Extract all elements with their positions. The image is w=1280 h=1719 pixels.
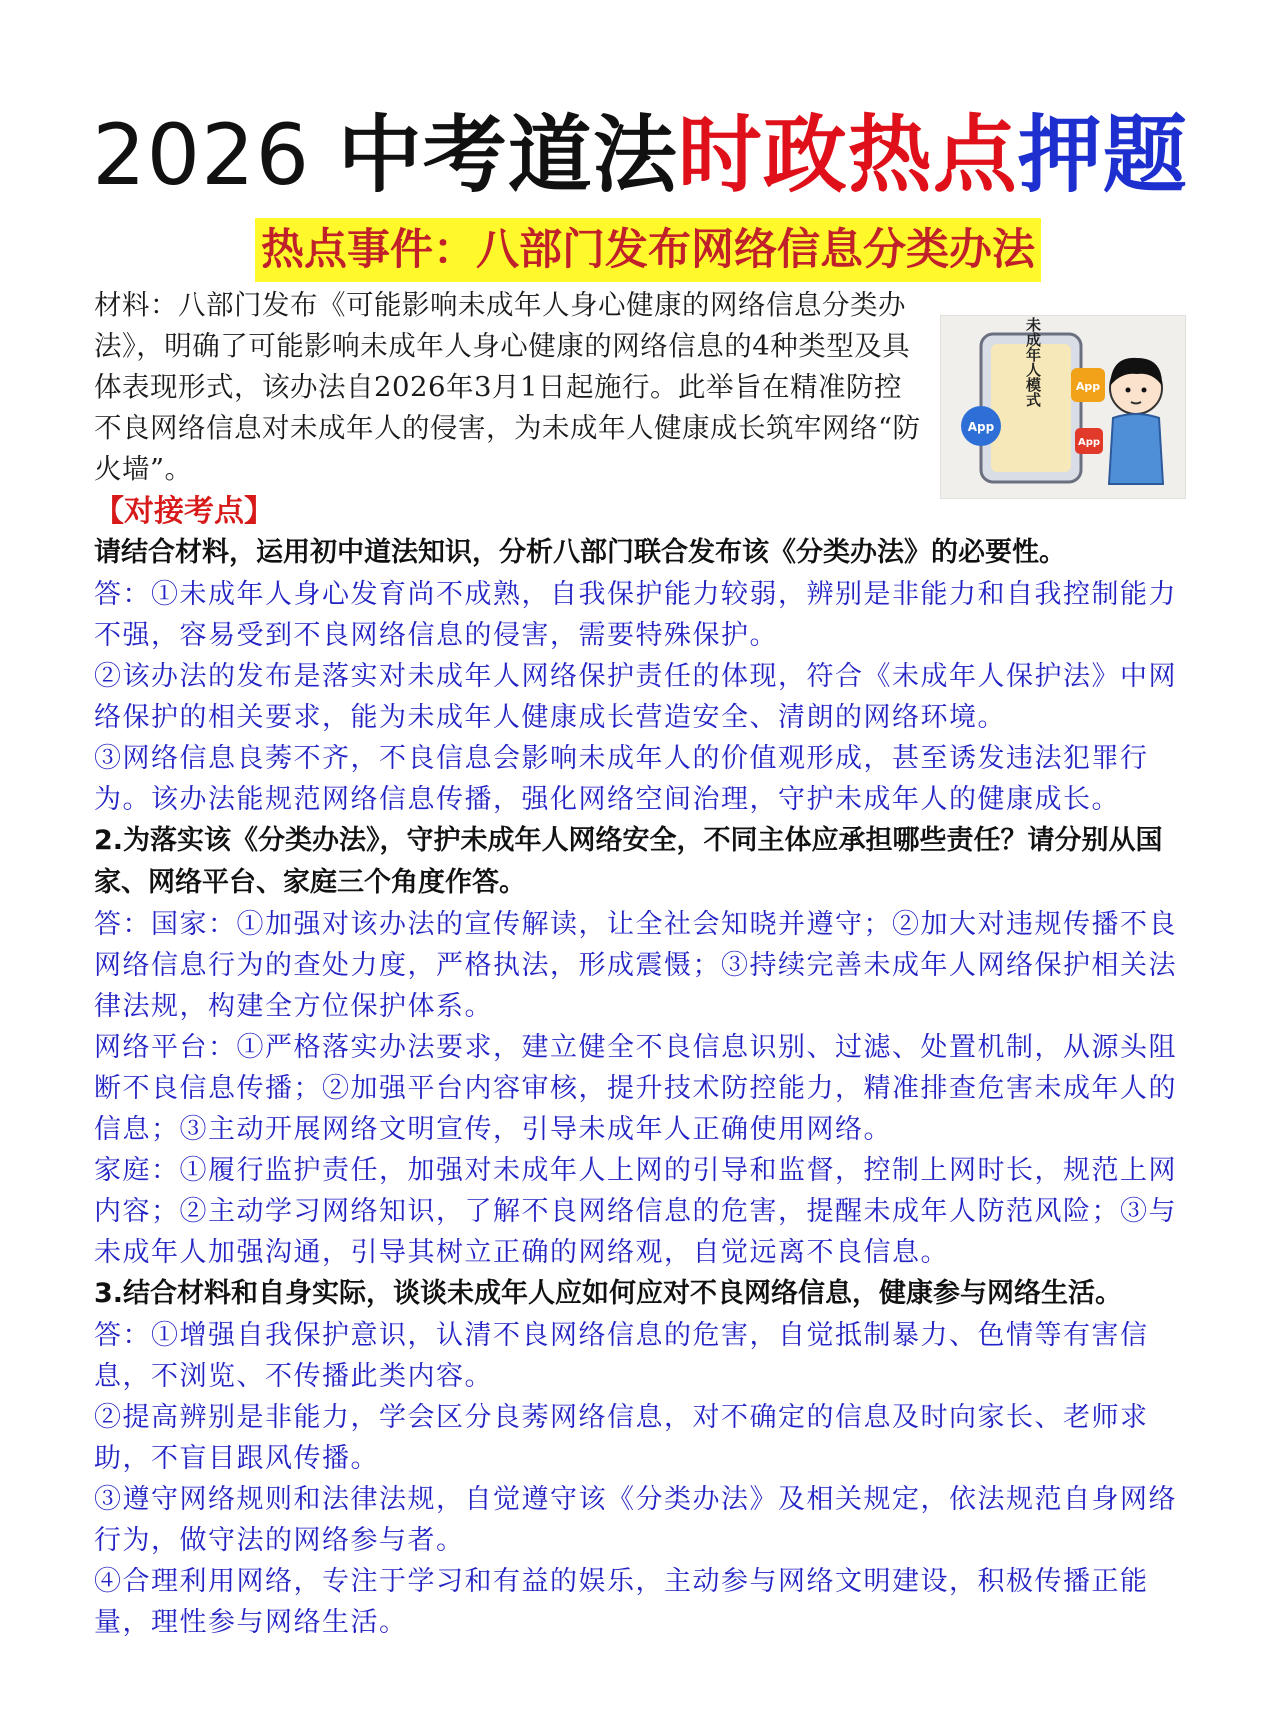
questions-answers	[94, 532, 1204, 1643]
title-hotspot: 时政热点	[677, 106, 1018, 204]
answer-2-state: 答：国家：①加强对该办法的宣传解读，让全社会知晓并遵守；②加大对违规传播不良网络信息行为的查处力度，严格执法，形成震慑；③持续完善未成年人网络保护相关法律法规，构建全方位保护体系。	[94, 909, 1177, 1022]
child-eye-left	[1126, 388, 1131, 393]
child-eye-right	[1142, 388, 1147, 393]
answer-3-1: 答：①增强自我保护意识，认清不良网络信息的危害，自觉抵制暴力、色情等有害信息，不浏览、不传播此类内容。	[94, 1320, 1149, 1392]
child-body	[1109, 414, 1163, 484]
app-label-left: App	[967, 420, 995, 434]
app-label-top-right: App	[1075, 380, 1101, 393]
answer-1-1: 答：①未成年人身心发育尚不成熟，自我保护能力较弱，辨别是非能力和自我控制能力不强，容易受到不良网络信息的侵害，需要特殊保护。	[94, 579, 1177, 651]
title-prediction: 押题	[1017, 106, 1188, 204]
answer-1-2: ②该办法的发布是落实对未成年人网络保护责任的体现，符合《未成年人保护法》中网络保护的相关要求，能为未成年人健康成长营造安全、清朗的网络环境。	[94, 661, 1177, 733]
exam-points-label: 【对接考点】	[94, 494, 274, 529]
material-paragraph: 材料：八部门发布《可能影响未成年人身心健康的网络信息分类办法》，明确了可能影响未成年人身心健康的网络信息的4种类型及具体表现形式，该办法自2026年3月1日起施行。此举旨在精准防控不良网络信息对未成年人的侵害，为未成年人健康成长筑牢网络“防火墙”。	[94, 289, 921, 485]
minor-mode-illustration-svg	[941, 316, 1185, 498]
question-1: 请结合材料，运用初中道法知识，分析八部门联合发布该《分类办法》的必要性。	[94, 537, 1066, 568]
tablet-mode-text: 未成年人模式	[1024, 317, 1042, 407]
answer-3-4: ④合理利用网络，专注于学习和有益的娱乐，主动参与网络文明建设，积极传播正能量，理性参与网络生活。	[94, 1566, 1149, 1638]
question-2: 2.为落实该《分类办法》，守护未成年人网络安全，不同主体应承担哪些责任？请分别从国家、网络平台、家庭三个角度作答。	[94, 825, 1163, 898]
answer-2-family: 家庭：①履行监护责任，加强对未成年人上网的引导和监督，控制上网时长，规范上网内容；②主动学习网络知识，了解不良网络信息的危害，提醒未成年人防范风险；③与未成年人加强沟通，引导其树立正确的网络观，自觉远离不良信息。	[94, 1155, 1177, 1268]
title-year: 2026	[92, 106, 338, 204]
question-3: 3.结合材料和自身实际，谈谈未成年人应如何应对不良网络信息，健康参与网络生活。	[94, 1278, 1123, 1309]
page-title	[0, 100, 1280, 210]
answer-3-3: ③遵守网络规则和法律法规，自觉遵守该《分类办法》及相关规定，依法规范自身网络行为，做守法的网络参与者。	[94, 1484, 1177, 1556]
answer-2-platform: 网络平台：①严格落实办法要求，建立健全不良信息识别、过滤、处置机制，从源头阻断不良信息传播；②加强平台内容审核，提升技术防控能力，精准排查危害未成年人的信息；③主动开展网络文明宣传，引导未成年人正确使用网络。	[94, 1032, 1177, 1145]
minor-mode-illustration	[940, 315, 1186, 499]
answer-1-3: ③网络信息良莠不齐，不良信息会影响未成年人的价值观形成，甚至诱发违法犯罪行为。该办法能规范网络信息传播，强化网络空间治理，守护未成年人的健康成长。	[94, 743, 1149, 815]
hot-event-banner: 热点事件：八部门发布网络信息分类办法	[255, 218, 1041, 282]
app-label-bottom-right: App	[1077, 437, 1101, 448]
answer-3-2: ②提高辨别是非能力，学会区分良莠网络信息，对不确定的信息及时向家长、老师求助，不盲目跟风传播。	[94, 1402, 1149, 1474]
title-subject: 中考道法	[337, 106, 678, 204]
